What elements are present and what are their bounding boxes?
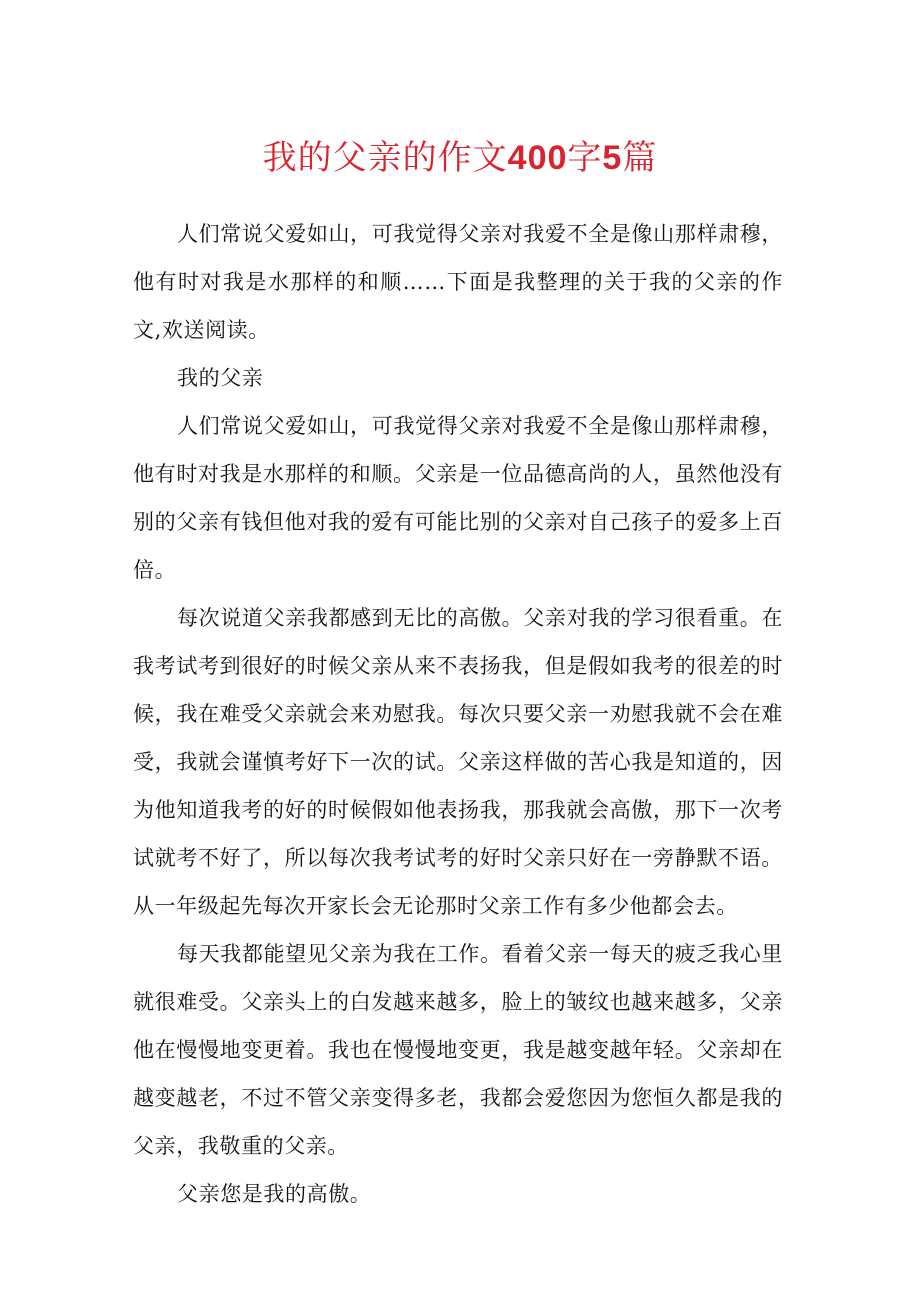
- title-text-main: 我的父亲的作文: [262, 138, 508, 178]
- title-text-end: 篇: [622, 138, 658, 178]
- title-number-5: 5: [602, 139, 623, 177]
- intro-paragraph: 人们常说父爱如山，可我觉得父亲对我爱不全是像山那样肃穆，他有时对我是水那样的和顺……下面是我整理的关于我的父亲的作文,欢送阅读。: [133, 222, 783, 342]
- closing-paragraph: 父亲您是我的高傲。: [177, 1182, 372, 1206]
- document-title: [0, 133, 920, 183]
- body-paragraph: 每天我都能望见父亲为我在工作。看着父亲一每天的疲乏我心里就很难受。父亲头上的白发越来越多，脸上的皱纹也越来越多，父亲他在慢慢地变更着。我也在慢慢地变更，我是越变越年轻。父亲却在越变越老，不过不管父亲变得多老，我都会爱您因为您恒久都是我的父亲，我敬重的父亲。: [133, 942, 783, 1158]
- title-number-400: 400: [507, 139, 568, 177]
- document-body: [133, 210, 783, 1218]
- body-paragraph: 每次说道父亲我都感到无比的高傲。父亲对我的学习很看重。在我考试考到很好的时候父亲从来不表扬我，但是假如我考的很差的时候，我在难受父亲就会来劝慰我。每次只要父亲一劝慰我就不会在难受，我就会谨慎考好下一次的试。父亲这样做的苦心我是知道的，因为他知道我考的好的时候假如他表扬我，那我就会高傲，那下一次考试就考不好了，所以每次我考试考的好时父亲只好在一旁静默不语。从一年级起先每次开家长会无论那时父亲工作有多少他都会去。: [133, 606, 783, 918]
- body-paragraph: 人们常说父爱如山，可我觉得父亲对我爱不全是像山那样肃穆，他有时对我是水那样的和顺。父亲是一位品德高尚的人，虽然他没有别的父亲有钱但他对我的爱有可能比别的父亲对自己孩子的爱多上百倍。: [133, 414, 783, 582]
- section-heading: 我的父亲: [177, 366, 264, 390]
- title-text-mid: 字: [567, 138, 603, 178]
